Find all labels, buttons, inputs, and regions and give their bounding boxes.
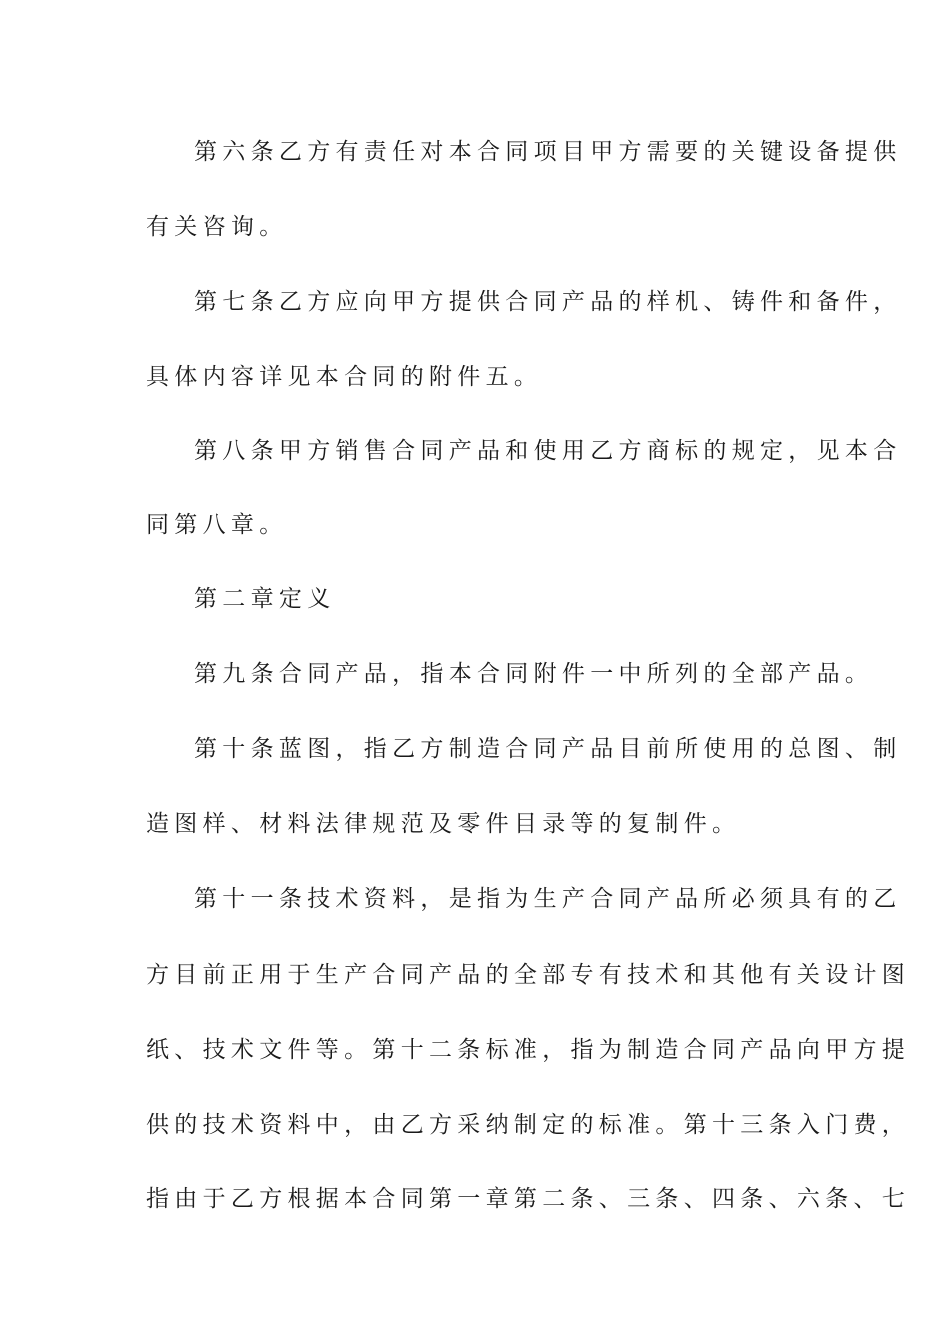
paragraph-line: 第八条甲方销售合同产品和使用乙方商标的规定，见本合: [194, 438, 902, 464]
paragraph-line: 第十一条技术资料，是指为生产合同产品所必须具有的乙: [194, 886, 902, 912]
paragraph-line: 具体内容详见本合同的附件五。: [146, 364, 543, 390]
paragraph-line: 有关咨询。: [146, 214, 288, 240]
paragraph-line: 纸、技术文件等。第十二条标准，指为制造合同产品向甲方提: [146, 1037, 911, 1063]
paragraph-line: 供的技术资料中，由乙方采纳制定的标准。第十三条入门费，: [146, 1112, 911, 1138]
paragraph-line: 第七条乙方应向甲方提供合同产品的样机、铸件和备件，: [194, 289, 902, 315]
paragraph-line: 第九条合同产品，指本合同附件一中所列的全部产品。: [194, 661, 874, 687]
paragraph-line: 第十条蓝图，指乙方制造合同产品目前所使用的总图、制: [194, 736, 902, 762]
paragraph-line: 造图样、材料法律规范及零件目录等的复制件。: [146, 811, 741, 837]
paragraph-line: 指由于乙方根据本合同第一章第二条、三条、四条、六条、七: [146, 1186, 911, 1212]
paragraph-line: 同第八章。: [146, 512, 288, 538]
paragraph-line: 第六条乙方有责任对本合同项目甲方需要的关键设备提供: [194, 139, 902, 165]
chapter-heading: 第二章定义: [194, 586, 336, 612]
paragraph-line: 方目前正用于生产合同产品的全部专有技术和其他有关设计图: [146, 962, 911, 988]
